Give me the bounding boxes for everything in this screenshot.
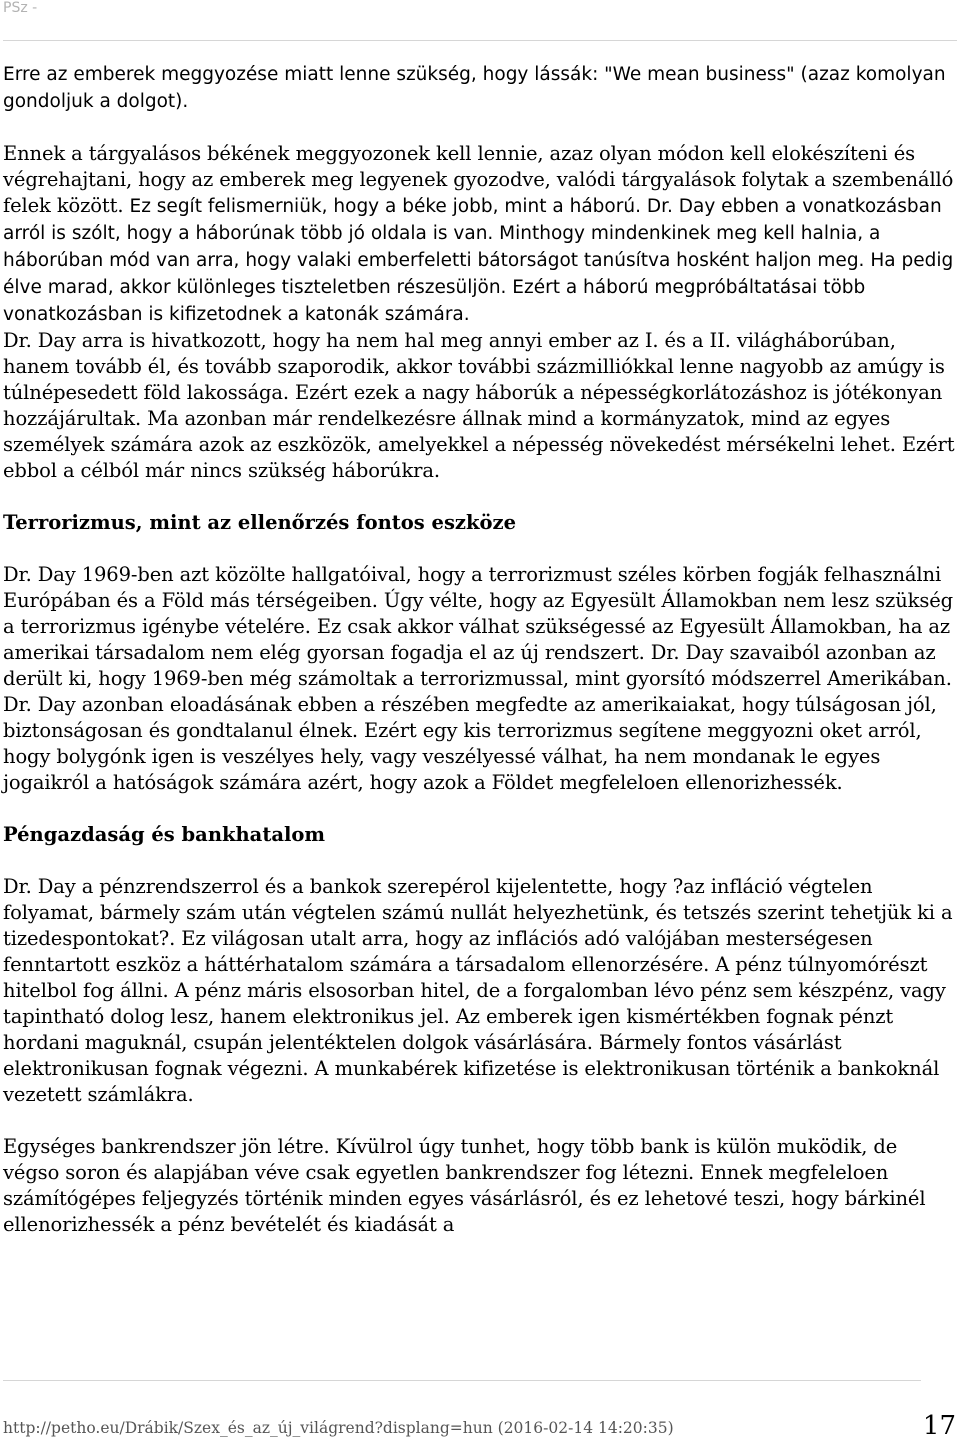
body-paragraph [3,562,957,796]
footer-source-link[interactable]: http://petho.eu/Drábik/Szex_és_az_új_világrend?displang=hun (2016-02-14 14:20:35) [3,1419,674,1437]
section-heading [3,822,957,848]
text-run: Péngazdaság és bankhatalom [3,823,326,846]
text-run: Dr. Day arra is hivatkozott, hogy ha nem hal meg annyi ember az I. és a II. világháborúban, hanem tovább él, és tovább szaporodik, akkor további százmilliókkal lenne nagyobb az amúgy is túlnépesedett föld lakossága. Ezért ezek a nagy háborúk a népességkorlátozáshoz is jótékonyan hozzájárultak. Ma azonban már rendelkezésre állnak mind a kormányzatok, mind az egyes személyek számára azok az eszközök, amelyekkel a népesség növekedést mérsékelni lehet. Ezért ebbol a célból már nincs szükség háborúkra. [3,329,955,482]
page-number: 17 [922,1411,956,1441]
section-heading [3,510,957,536]
text-run: Egységes bankrendszer jön létre. Kívülrol úgy tunhet, hogy több bank is külön muködik, de végso soron és alapjában véve csak egyetlen bankrendszer fog létezni. Ennek megfeleloen számítógépes feljegyzés történik minden egyes vásárlásról, és ez lehetové teszi, hogy bárkinél ellenorizhessék a pénz bevételét és kiadását a [3,1135,926,1236]
footer-divider [3,1380,921,1381]
text-run: Erre az emberek meggyozése miatt lenne szükség, hogy lássák: "We mean business" (azaz komolyan gondoljuk a dolgot). [3,64,946,112]
document-body [3,61,957,1264]
text-run: Dr. Day 1969-ben azt közölte hallgatóival, hogy a terrorizmust széles körben fogják felhasználni Európában és a Föld más térségeiben. Úgy vélte, hogy az Egyesült Államokban nem lesz szükség a terrorizmus igénybe vételére. Ez csak akkor válhat szükségessé az Egyesült Államokban, ha az amerikai társadalom nem elég gyorsan fogadja el az új rendszert. Dr. Day szavaiból azonban az derült ki, hogy 1969-ben még számoltak a terrorizmussal, mint gyorsító módszerrel Amerikában. Dr. Day azonban eloadásának ebben a részében megfedte az amerikaiakat, hogy túlságosan jól, biztonságosan és gondtalanul élnek. Ezért egy kis terrorizmus segítene meggyozni oket arról, hogy bolygónk igen is veszélyes hely, vagy veszélyessé válhat, ha nem mondanak le egyes jogaikról a hatóságok számára azért, hogy azok a Földet megfeleloen ellenorizhessék. [3,563,954,794]
header-divider [3,40,957,41]
header-label: PSz - [3,0,38,16]
text-run: Dr. Day a pénzrendszerrol és a bankok szerepérol kijelentette, hogy ?az infláció végtelen folyamat, bármely szám után végtelen számú nullát helyezhetünk, és tetszés szerint tehetjük ki a tizedespontokat?. Ez világosan utalt arra, hogy az inflációs adó valójában mesterségesen fenntartott eszköz a háttérhatalom számára a társadalom ellenorzésére. A pénz túlnyomórészt hitelbol fog állni. A pénz máris elsosorban hitel, de a forgalomban lévo pénz sem készpénz, vagy tapintható dolog lesz, hanem elektronikus jel. Az emberek igen kismértékben fognak pénzt hordani maguknál, csupán jelentéktelen dolgok vásárlására. Bármely fontos vásárlást elektronikusan fognak végezni. A munkabérek kifizetése is elektronikusan történik a bankoknál vezetett számlákra. [3,875,953,1106]
text-run: Ez segít felismerniük, hogy a béke jobb, mint a háború. Dr. Day ebben a vonatkozásban arról is szólt, hogy a háborúnak több jó oldala is van. Minthogy mindenkinek meg kell halnia, a háborúban mód van arra, hogy valaki emberfeletti bátorságot tanúsítva hosként haljon meg. Ha pedig élve marad, akkor különleges tiszteletben részesüljön. Ezért a háború megpróbáltatásai több vonatkozásban is kifizetodnek a katonák számára. [3,196,954,325]
body-paragraph [3,61,957,115]
body-paragraph [3,141,957,484]
text-run: Terrorizmus, mint az ellenőrzés fontos eszköze [3,511,517,534]
body-paragraph [3,874,957,1108]
text-run: Ennek a tárgyalásos békének meggyozonek kell lennie, azaz olyan módon kell elokészíteni és végrehajtani, hogy az emberek meg legyenek gyozodve, valódi tárgyalások folytak a szembenálló felek között. [3,142,954,217]
body-paragraph [3,1134,957,1238]
